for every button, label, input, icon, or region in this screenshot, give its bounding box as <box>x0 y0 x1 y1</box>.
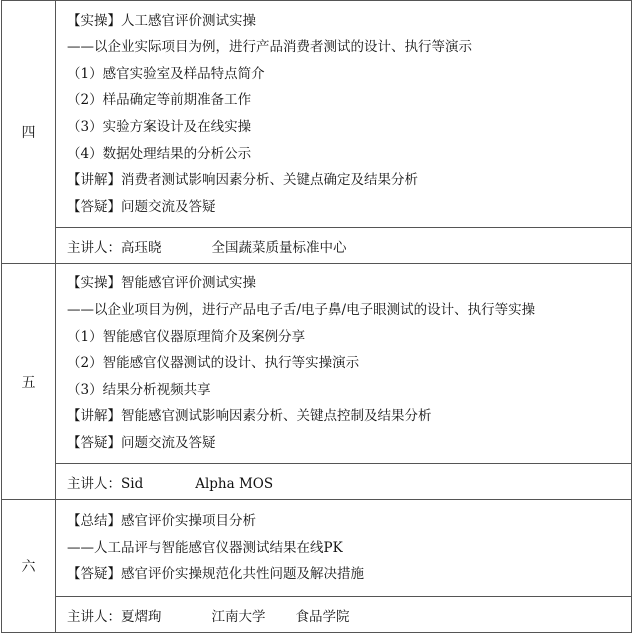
speaker-row-5 <box>2 464 632 500</box>
speaker-name: 高珏晓 <box>121 239 162 256</box>
schedule-table <box>1 0 632 633</box>
content-line: （4）数据处理结果的分析公示 <box>67 145 252 162</box>
content-line: 【实操】人工感官评价测试实操 <box>67 12 256 29</box>
speaker-organization: 全国蔬菜质量标准中心 <box>211 239 347 256</box>
content-line: 【讲解】消费者测试影响因素分析、关键点确定及结果分析 <box>67 172 418 189</box>
content-line: ——人工品评与智能感官仪器测试结果在线PK <box>67 539 343 556</box>
session-content <box>56 264 632 464</box>
content-line: 【答疑】问题交流及答疑 <box>67 434 216 451</box>
content-line: ——以企业实际项目为例，进行产品消费者测试的设计、执行等演示 <box>67 39 472 56</box>
day-label: 四 <box>2 1 56 264</box>
speaker-row-6 <box>2 597 632 633</box>
speaker-name: Sid <box>121 475 144 492</box>
speaker-label: 主讲人： <box>67 608 121 625</box>
session-content <box>56 500 632 597</box>
speaker-name: 夏熠珣 <box>121 608 162 625</box>
day-label: 六 <box>2 500 56 633</box>
speaker-info <box>56 597 632 633</box>
content-line: （1）感官实验室及样品特点简介 <box>67 65 265 82</box>
session-row-4 <box>2 1 632 228</box>
day-label: 五 <box>2 264 56 500</box>
content-line: 【答疑】问题交流及答疑 <box>67 198 216 215</box>
speaker-info <box>56 464 632 500</box>
speaker-organization: 江南大学 <box>211 608 266 625</box>
session-row-6 <box>2 500 632 597</box>
content-line: 【实操】智能感官评价测试实操 <box>67 275 256 292</box>
speaker-label: 主讲人： <box>67 239 121 256</box>
speaker-info <box>56 228 632 264</box>
content-line: 【讲解】智能感官测试影响因素分析、关键点控制及结果分析 <box>67 408 432 425</box>
content-line: （3）实验方案设计及在线实操 <box>67 119 252 135</box>
content-line: ——以企业项目为例，进行产品电子舌/电子鼻/电子眼测试的设计、执行等实操 <box>67 302 536 319</box>
speaker-department: 食品学院 <box>295 608 350 625</box>
session-content <box>56 1 632 228</box>
speaker-row-4 <box>2 228 632 264</box>
speaker-organization: Alpha MOS <box>195 475 274 492</box>
content-line: 【答疑】感官评价实操规范化共性问题及解决措施 <box>67 566 364 583</box>
content-line: （3）结果分析视频共享 <box>67 381 211 398</box>
session-row-5 <box>2 264 632 464</box>
content-line: 【总结】感官评价实操项目分析 <box>67 513 256 530</box>
content-line: （1）智能感官仪器原理简介及案例分享 <box>67 328 306 345</box>
content-line: （2）智能感官仪器测试的设计、执行等实操演示 <box>67 355 360 372</box>
content-line: （2）样品确定等前期准备工作 <box>67 92 252 109</box>
speaker-label: 主讲人： <box>67 475 121 492</box>
